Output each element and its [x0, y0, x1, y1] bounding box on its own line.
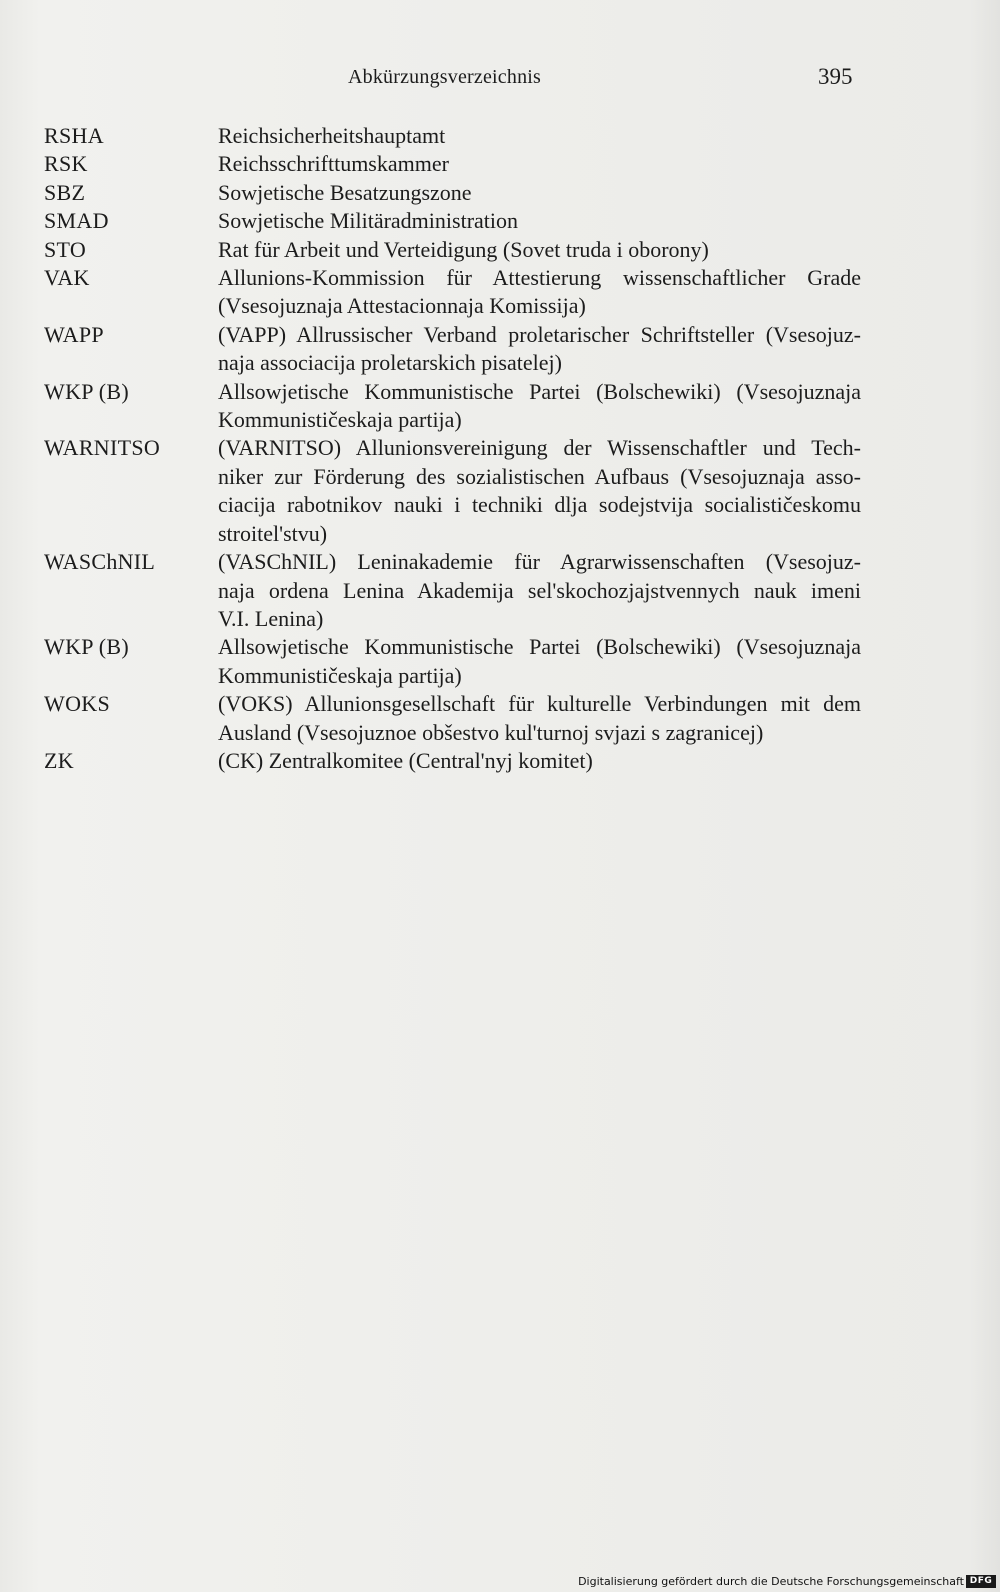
abbreviation-term: ZK	[44, 747, 74, 773]
abbreviation-list	[44, 122, 864, 775]
definition-line: Allsowjetische Kommunistische Partei (Bolschewiki) (Vsesojuznaja	[218, 378, 861, 404]
abbreviation-entry	[44, 122, 864, 150]
abbreviation-definition	[218, 434, 861, 548]
definition-line: ciacija rabotnikov nauki i techniki dlja sodejstvija socialističeskomu	[218, 492, 861, 518]
abbreviation-entry	[44, 264, 864, 321]
definition-line: Sowjetische Militäradministration	[218, 208, 519, 234]
definition-line: Allsowjetische Kommunistische Partei (Bolschewiki) (Vsesojuznaja	[218, 634, 861, 660]
abbreviation-definition	[218, 150, 861, 178]
abbreviation-definition	[218, 179, 861, 207]
definition-line: (VASChNIL) Leninakademie für Agrarwissenschaften (Vsesojuz-	[218, 549, 861, 575]
definition-line: (VAPP) Allrussischer Verband proletarischer Schriftsteller (Vsesojuz-	[218, 321, 861, 347]
definition-line: Ausland (Vsesojuznoe obšestvo kul'turnoj svjazi s zagranicej)	[218, 719, 764, 745]
abbreviation-term: RSHA	[44, 123, 104, 148]
definition-line: Kommunističeskaja partija)	[218, 407, 462, 433]
running-title: Abkürzungsverzeichnis	[348, 66, 542, 88]
running-head	[0, 66, 1000, 96]
definition-line: Reichsschrifttumskammer	[218, 151, 449, 177]
definition-line: Reichsicherheitshauptamt	[218, 123, 446, 148]
abbreviation-entry	[44, 633, 864, 690]
abbreviation-entry	[44, 321, 864, 378]
definition-line: (CK) Zentralkomitee (Central'nyj komitet)	[218, 747, 593, 773]
abbreviation-entry	[44, 150, 864, 178]
abbreviation-definition	[218, 207, 861, 235]
footer	[0, 1574, 1000, 1592]
abbreviation-term: SMAD	[44, 208, 109, 234]
definition-line: niker zur Förderung des sozialistischen Aufbaus (Vsesojuznaja asso-	[218, 463, 861, 489]
definition-line: naja ordena Lenina Akademija sel'skochozjajstvennych nauk imeni	[218, 577, 861, 603]
abbreviation-term: SBZ	[44, 179, 86, 205]
definition-line: (VARNITSO) Allunionsvereinigung der Wissenschaftler und Tech-	[218, 435, 861, 461]
definition-line: Sowjetische Besatzungszone	[218, 179, 472, 205]
abbreviation-entry	[44, 179, 864, 207]
abbreviation-term: WOKS	[44, 691, 110, 717]
abbreviation-entry	[44, 378, 864, 435]
abbreviation-definition	[218, 548, 861, 633]
abbreviation-definition	[218, 378, 861, 435]
definition-line: stroitel'stvu)	[218, 520, 328, 546]
definition-line: V.I. Lenina)	[218, 605, 324, 631]
abbreviation-entry	[44, 548, 864, 633]
dfg-logo: DFG	[966, 1575, 996, 1588]
abbreviation-definition	[218, 321, 861, 378]
abbreviation-entry	[44, 434, 864, 548]
definition-line: naja associacija proletarskich pisatelej)	[218, 350, 562, 376]
abbreviation-entry	[44, 690, 864, 747]
definition-line: Rat für Arbeit und Verteidigung (Sovet truda i oborony)	[218, 236, 709, 262]
abbreviation-term: WAPP	[44, 321, 104, 347]
abbreviation-definition	[218, 236, 861, 264]
abbreviation-entry	[44, 207, 864, 235]
abbreviation-definition	[218, 264, 861, 321]
abbreviation-term: WASChNIL	[44, 549, 156, 575]
abbreviation-term: VAK	[44, 265, 90, 291]
abbreviation-term: WKP (B)	[44, 634, 129, 660]
abbreviation-term: WKP (B)	[44, 378, 129, 404]
definition-line: (Vsesojuznaja Attestacionnaja Komissija)	[218, 293, 586, 319]
abbreviation-definition	[218, 633, 861, 690]
funding-credit: Digitalisierung gefördert durch die Deutsche Forschungsgemeinschaft	[578, 1575, 964, 1588]
abbreviation-term: RSK	[44, 151, 88, 177]
abbreviation-term: STO	[44, 236, 87, 262]
abbreviation-definition	[218, 690, 861, 747]
definition-line: Kommunističeskaja partija)	[218, 662, 462, 688]
definition-line: (VOKS) Allunionsgesellschaft für kulturelle Verbindungen mit dem	[218, 691, 861, 717]
page-number: 395	[818, 64, 853, 89]
definition-line: Allunions-Kommission für Attestierung wissenschaftlicher Grade	[218, 265, 861, 291]
abbreviation-term: WARNITSO	[44, 435, 161, 461]
abbreviation-entry	[44, 747, 864, 775]
abbreviation-definition	[218, 747, 861, 775]
abbreviation-entry	[44, 236, 864, 264]
abbreviation-definition	[218, 122, 861, 150]
